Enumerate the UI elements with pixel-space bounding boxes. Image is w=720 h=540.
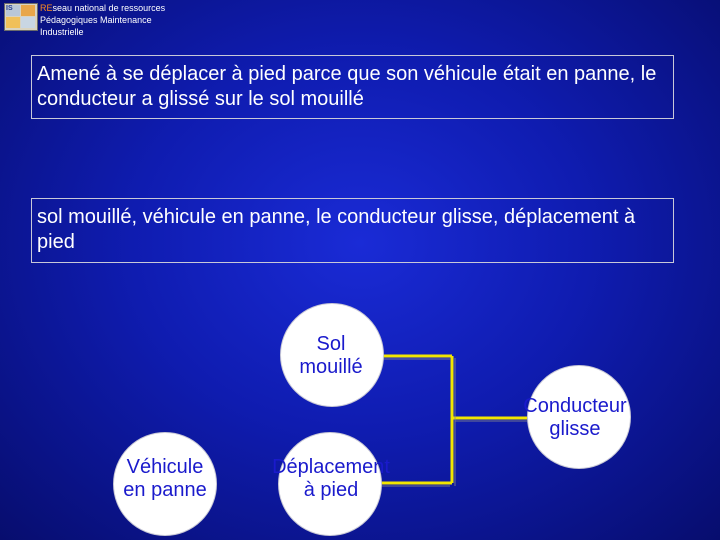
label-sol-mouille xyxy=(281,333,381,379)
header-highlight: RE xyxy=(40,3,53,13)
label-cond-line-1: Conducteur xyxy=(523,395,627,417)
label-veh-line-1: Véhicule xyxy=(126,456,204,478)
label-conducteur-glisse xyxy=(500,395,650,441)
label-deplacement-a-pied xyxy=(246,456,416,502)
label-dep-line-1: Déplacement xyxy=(272,456,390,478)
label-sol-line-1: Sol xyxy=(316,333,346,355)
label-vehicule-en-panne xyxy=(95,456,235,502)
label-cond-line-2: glisse xyxy=(549,418,601,440)
facts-text: sol mouillé, véhicule en panne, le conducteur glisse, déplacement à pied xyxy=(37,206,636,253)
label-veh-line-2: en panne xyxy=(123,479,207,501)
header-line-1-text: seau national de ressources xyxy=(52,3,166,13)
label-sol-line-2: mouillé xyxy=(299,356,363,378)
statement-text: Amené à se déplacer à pied parce que son véhicule était en panne, le conducteur a glissé sur le sol mouillé xyxy=(37,63,657,110)
header-line-2: Pédagogiques Maintenance xyxy=(40,15,152,25)
resource-network-logo: IS xyxy=(4,3,38,31)
label-dep-line-2: à pied xyxy=(303,479,359,501)
header-line-3: Industrielle xyxy=(40,27,84,37)
